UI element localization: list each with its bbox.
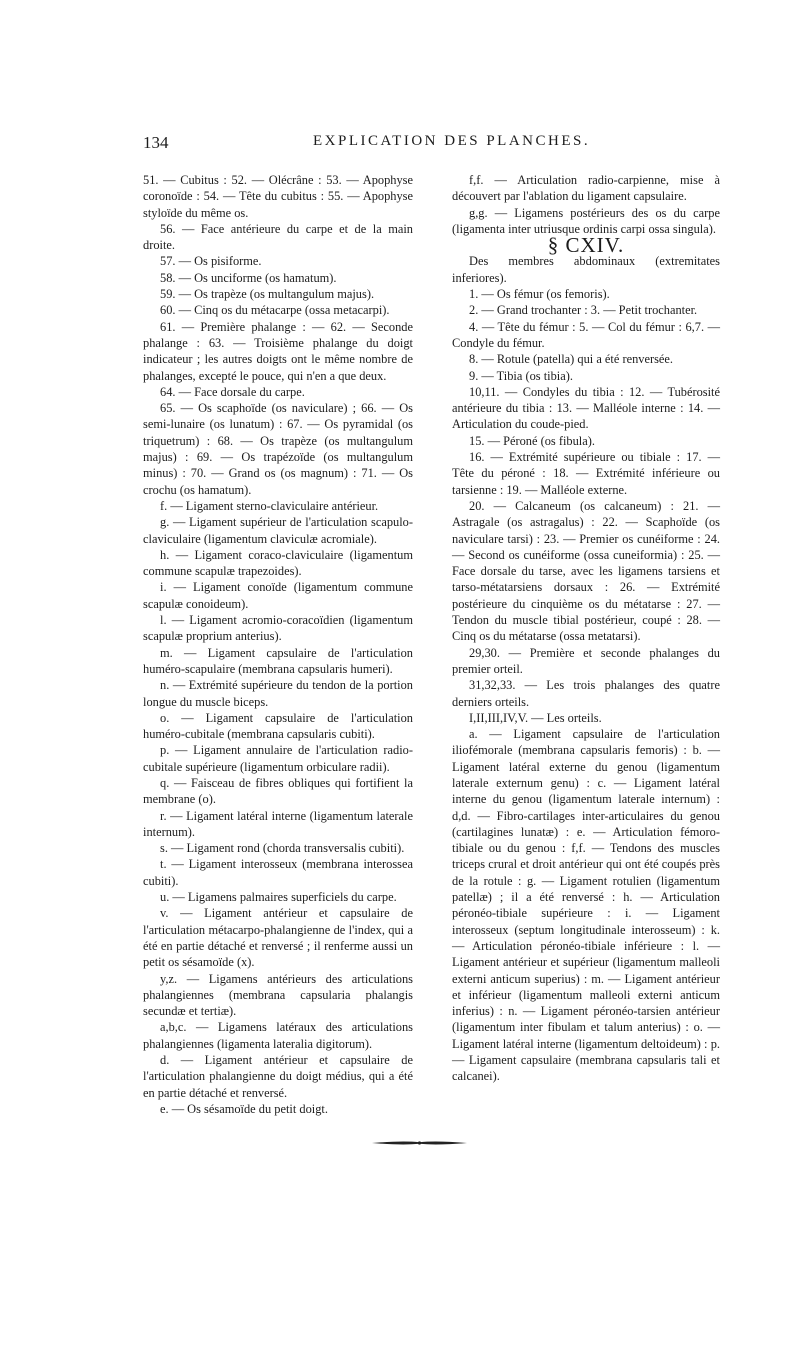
running-title: EXPLICATION DES PLANCHES. xyxy=(313,133,591,149)
paragraph: 2. — Grand trochanter : 3. — Petit trochanter. xyxy=(469,303,698,318)
paragraph: t. — Ligament interosseux (membrana interossea cubiti). xyxy=(143,857,413,888)
paragraph: 8. — Rotule (patella) qui a été renversée. xyxy=(469,352,674,367)
paragraph: l. — Ligament acromio-coracoïdien (ligamentum scapulæ proprium anterius). xyxy=(143,613,413,644)
paragraph: f. — Ligament sterno-claviculaire antérieur. xyxy=(160,498,379,513)
paragraph: 9. — Tibia (os tibia). xyxy=(469,368,573,383)
paragraph: e. — Os sésamoïde du petit doigt. xyxy=(160,1101,328,1116)
paragraph: u. — Ligamens palmaires superficiels du carpe. xyxy=(160,890,397,905)
paragraph: s. — Ligament rond (chorda transversalis cubiti). xyxy=(160,841,405,856)
page-header xyxy=(143,133,723,157)
page-number: 134 xyxy=(143,133,169,152)
paragraph: I,II,III,IV,V. — Les orteils. xyxy=(469,710,602,725)
paragraph: Des membres abdominaux (extremitates inferiores). xyxy=(452,254,720,285)
paragraph: r. — Ligament latéral interne (ligamentum laterale internum). xyxy=(143,808,413,839)
paragraph: 51. — Cubitus : 52. — Olécrâne : 53. — Apophyse coronoïde : 54. — Tête du cubitus : 55. — Apophyse styloïde du même os. xyxy=(143,173,413,220)
paragraph: 61. — Première phalange : — 62. — Seconde phalange : 63. — Troisième phalange du doigt indicateur ; les autres doigts ont le même nombre de phalanges, excepté le pouce, qui n'en a que deux. xyxy=(143,319,413,383)
decorative-rule xyxy=(372,1138,467,1148)
paragraph: 20. — Calcaneum (os calcaneum) : 21. — Astragale (os astragalus) : 22. — Scaphoïde (os naviculare tarsi) : 23. — Premier os cunéiforme : 24. — Second os cunéiforme (ossa cuneiformia) : 25. — Face dorsale du tarse, avec les ligamens tarsiens et tarso-métatarsiens dorsaux : 26. — Extrémité postérieure du cinquième os du métatarse : 27. — Tendon du muscle tibial postérieur, coupé : 28. — Cinq os du métatarse (ossa metatarsi). xyxy=(452,498,720,644)
paragraph: 31,32,33. — Les trois phalanges des quatre derniers orteils. xyxy=(452,678,720,709)
paragraph: 10,11. — Condyles du tibia : 12. — Tubérosité antérieure du tibia : 13. — Malléole interne : 14. — Articulation du coude-pied. xyxy=(452,384,720,432)
paragraph: m. — Ligament capsulaire de l'articulation huméro-scapulaire (membrana capsularis humeri). xyxy=(143,645,413,676)
paragraph: v. — Ligament antérieur et capsulaire de l'articulation métacarpo-phalangienne de l'index, qui a été en partie détaché et renversé ; il renferme aussi un petit os sésamoïde (x). xyxy=(143,906,413,970)
paragraph: 64. — Face dorsale du carpe. xyxy=(160,384,305,399)
paragraph: 1. — Os fémur (os femoris). xyxy=(469,287,610,302)
paragraph: 56. — Face antérieure du carpe et de la main droite. xyxy=(143,221,413,253)
paragraph: a. — Ligament capsulaire de l'articulation iliofémorale (membrana capsularis femoris) : b. — Ligament latéral externe du genou (ligamentum laterale externum genu) : c. — Ligament latéral interne du genou (ligamentum laterale internum) : d,d. — Fibro-cartilages inter-articulaires du genou (cartilagines lunatæ) : e. — Articulation fémoro-tibiale ou du genou : f,f. — Tendons des muscles triceps crural et droit antérieur qui ont été coupés près de la rotule : g. — Ligament rotulien (ligamentum patellæ) ; il a été renversé : h. — Articulation péronéo-tibiale supérieure : i. — Ligament interosseux (septum longitudinale interosseum) : k. — Articulation péronéo-tibiale inférieure : l. — Ligament antérieur et supérieur (ligamentum malleoli externi anticum superius) : m. — Ligament antérieur et inférieur (ligamentum malleoli externi anticum inferius) : n. — Ligament péronéo-tarsien antérieur (ligamentum inter fibulam et talum anterius) : o. — Ligament latéral interne (ligamentum deltoideum) : p. — Ligament capsulaire (membrana capsularis tali et calcanei). xyxy=(452,727,720,1084)
paragraph: 29,30. — Première et seconde phalanges du premier orteil. xyxy=(452,645,720,676)
paragraph: n. — Extrémité supérieure du tendon de la portion longue du muscle biceps. xyxy=(143,678,413,709)
paragraph: i. — Ligament conoïde (ligamentum commune scapulæ conoideum). xyxy=(143,580,413,611)
paragraph: 57. — Os pisiforme. xyxy=(160,254,262,269)
paragraph: d. — Ligament antérieur et capsulaire de l'articulation phalangienne du doigt médius, qui a été en partie détaché et renversé. xyxy=(143,1053,413,1100)
paragraph: g. — Ligament supérieur de l'articulation scapulo-claviculaire (ligamentum claviculæ acromiale). xyxy=(143,515,413,546)
paragraph: 16. — Extrémité supérieure ou tibiale : 17. — Tête du péroné : 18. — Extrémité inférieure ou tarsienne : 19. — Malléole externe. xyxy=(452,450,720,497)
paragraph: h. — Ligament coraco-claviculaire (ligamentum commune scapulæ trapezoides). xyxy=(143,547,413,579)
paragraph: 60. — Cinq os du métacarpe (ossa metacarpi). xyxy=(160,303,390,318)
paragraph: 4. — Tête du fémur : 5. — Col du fémur : 6,7. — Condyle du fémur. xyxy=(452,319,720,350)
paragraph: a,b,c. — Ligamens latéraux des articulations phalangiennes (ligamenta lateralia digitorum). xyxy=(143,1020,413,1051)
right-column xyxy=(452,172,720,1085)
left-column xyxy=(143,172,413,1117)
paragraph: 58. — Os unciforme (os hamatum). xyxy=(160,270,337,285)
paragraph: g,g. — Ligamens postérieurs des os du carpe (ligamenta inter utriusque ordinis carpi ossa singula). xyxy=(452,205,720,236)
paragraph: q. — Faisceau de fibres obliques qui fortifient la membrane (o). xyxy=(143,775,413,807)
paragraph: 65. — Os scaphoïde (os naviculare) ; 66. — Os semi-lunaire (os lunatum) : 67. — Os pyramidal (os triquetrum) : 68. — Os trapèze (os multangulum majus) : 69. — Os trapézoïde (os multangulum minus) : 70. — Grand os (os magnum) : 71. — Os crochu (os hamatum). xyxy=(143,401,413,497)
paragraph: y,z. — Ligamens antérieurs des articulations phalangiennes (membrana capsularia phalangis secundæ et tertiæ). xyxy=(143,971,413,1019)
section-heading: § CXIV. xyxy=(547,233,625,258)
paragraph: o. — Ligament capsulaire de l'articulation huméro-cubitale (membrana capsularis cubiti). xyxy=(143,710,413,742)
paragraph: 15. — Péroné (os fibula). xyxy=(469,433,595,448)
paragraph: p. — Ligament annulaire de l'articulation radio-cubitale supérieure (ligamentum orbiculare radii). xyxy=(143,743,413,774)
paragraph: 59. — Os trapèze (os multangulum majus). xyxy=(160,287,375,302)
paragraph: f,f. — Articulation radio-carpienne, mise à découvert par l'ablation du ligament capsulaire. xyxy=(452,173,720,204)
